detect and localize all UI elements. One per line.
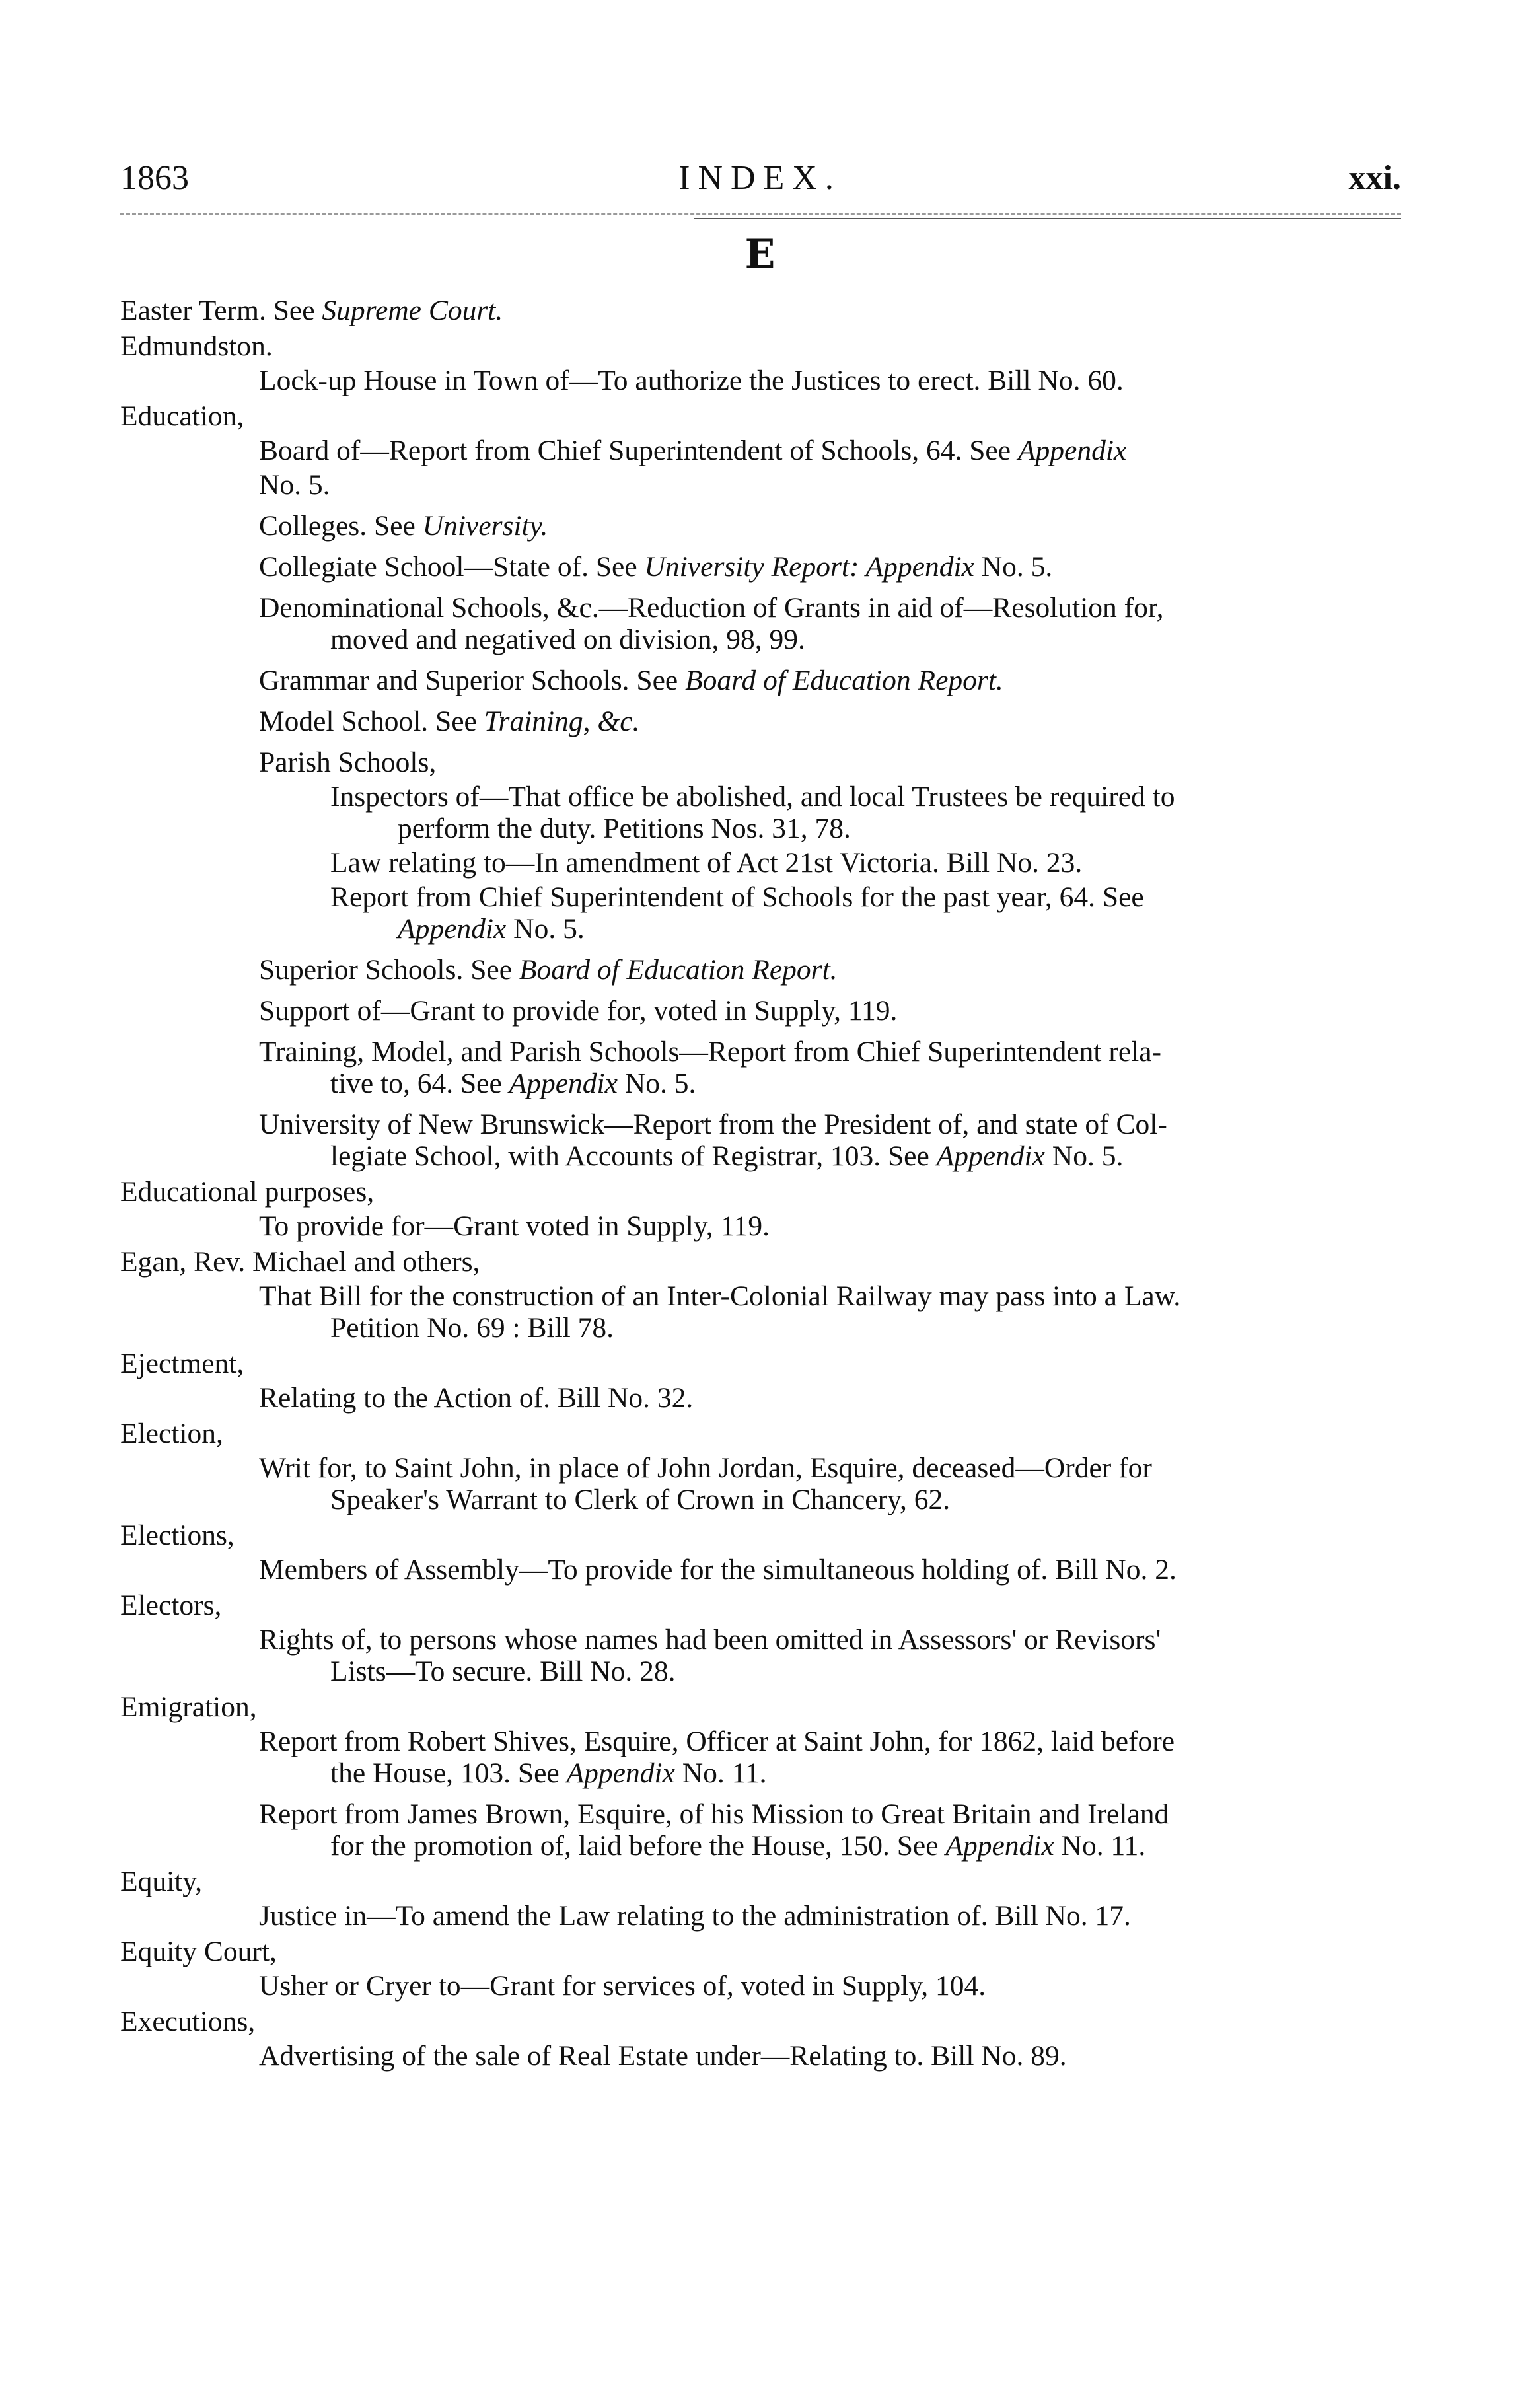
entry-sub: Collegiate School—State of. See University Report: Appendix No. 5. <box>259 551 1053 583</box>
entry-sub-cont: Speaker's Warrant to Clerk of Crown in Chancery, 62. <box>330 1484 951 1515</box>
entry-subsub: Report from Chief Superintendent of Schools for the past year, 64. See <box>330 881 1144 913</box>
entry-heading: Edmundston. <box>120 330 273 362</box>
entry-sub: Grammar and Superior Schools. See Board of Education Report. <box>259 665 1003 696</box>
entry-subsub: Inspectors of—That office be abolished, and local Trustees be required to <box>330 781 1175 813</box>
index-entries <box>120 291 1400 2072</box>
entry-sub: Colleges. See University. <box>259 510 548 542</box>
header-rule <box>120 213 1401 215</box>
entry-sub: Members of Assembly—To provide for the simultaneous holding of. Bill No. 2. <box>259 1554 1176 1586</box>
page-number: xxi. <box>1348 159 1401 197</box>
entry-heading: Educational purposes, <box>120 1176 375 1208</box>
entry-sub-cont: tive to, 64. See Appendix No. 5. <box>330 1068 696 1099</box>
cross-reference: Appendix <box>566 1757 675 1789</box>
entry-subsub-cont: perform the duty. Petitions Nos. 31, 78. <box>398 813 851 844</box>
entry-sub-cont: legiate School, with Accounts of Registrar, 103. See Appendix No. 5. <box>330 1140 1124 1172</box>
cross-reference: Appendix <box>398 913 507 945</box>
cross-reference: Appendix <box>945 1830 1054 1862</box>
entry-sub-cont: Lists—To secure. Bill No. 28. <box>330 1656 676 1687</box>
entry-sub: Superior Schools. See Board of Education Report. <box>259 954 838 986</box>
entry-sub: Advertising of the sale of Real Estate under—Relating to. Bill No. 89. <box>259 2040 1067 2072</box>
entry-sub: Board of—Report from Chief Superintendent of Schools, 64. See Appendix <box>259 435 1127 466</box>
entry-sub-cont: for the promotion of, laid before the House, 150. See Appendix No. 11. <box>330 1830 1146 1862</box>
entry-heading: Easter Term. See Supreme Court. <box>120 295 503 326</box>
entry-sub: Rights of, to persons whose names had been omitted in Assessors' or Revisors' <box>259 1624 1161 1656</box>
entry-sub: Report from Robert Shives, Esquire, Officer at Saint John, for 1862, laid before <box>259 1726 1175 1757</box>
entry-heading: Elections, <box>120 1519 235 1551</box>
page-title: INDEX. <box>678 159 842 197</box>
entry-sub: Lock-up House in Town of—To authorize the Justices to erect. Bill No. 60. <box>259 365 1124 396</box>
entry-heading: Ejectment, <box>120 1348 244 1379</box>
entry-sub: Support of—Grant to provide for, voted in Supply, 119. <box>259 995 898 1027</box>
entry-heading: Equity, <box>120 1866 203 1897</box>
entry-heading: Egan, Rev. Michael and others, <box>120 1246 480 1278</box>
entry-sub-cont: Petition No. 69 : Bill 78. <box>330 1312 614 1344</box>
entry-subsub: Law relating to—In amendment of Act 21st Victoria. Bill No. 23. <box>330 847 1083 879</box>
entry-heading: Election, <box>120 1418 223 1449</box>
cross-reference: University Report: Appendix <box>644 551 974 583</box>
entry-heading: Education, <box>120 400 244 432</box>
entry-sub: Denominational Schools, &c.—Reduction of Grants in aid of—Resolution for, <box>259 592 1164 624</box>
entry-heading: Equity Court, <box>120 1936 277 1967</box>
entry-sub-cont: the House, 103. See Appendix No. 11. <box>330 1757 767 1789</box>
entry-heading: Executions, <box>120 2006 256 2037</box>
header-rule-solid <box>694 218 1401 219</box>
entry-sub-cont: No. 5. <box>259 469 330 501</box>
entry-sub: Usher or Cryer to—Grant for services of, voted in Supply, 104. <box>259 1970 986 2002</box>
entry-sub-cont: moved and negatived on division, 98, 99. <box>330 624 805 655</box>
entry-heading: Electors, <box>120 1589 222 1621</box>
cross-reference: Board of Education Report. <box>519 954 838 986</box>
entry-subsub-cont: Appendix No. 5. <box>398 913 585 945</box>
entry-sub: Relating to the Action of. Bill No. 32. <box>259 1382 694 1414</box>
cross-reference: University. <box>422 510 548 542</box>
cross-reference: Appendix <box>1017 435 1127 466</box>
page-year: 1863 <box>120 159 189 197</box>
entry-sub: To provide for—Grant voted in Supply, 119. <box>259 1210 770 1242</box>
entry-heading: Emigration, <box>120 1691 257 1723</box>
entry-sub: Writ for, to Saint John, in place of John Jordan, Esquire, deceased—Order for <box>259 1452 1152 1484</box>
entry-sub: Training, Model, and Parish Schools—Report from Chief Superintendent rela- <box>259 1036 1162 1068</box>
section-letter: E <box>744 231 776 277</box>
cross-reference: Appendix <box>509 1068 618 1099</box>
cross-reference: Appendix <box>936 1140 1045 1172</box>
entry-sub: Report from James Brown, Esquire, of his Mission to Great Britain and Ireland <box>259 1798 1169 1830</box>
cross-reference: Supreme Court. <box>322 295 503 326</box>
cross-reference: Training, &c. <box>484 706 640 737</box>
entry-sub: University of New Brunswick—Report from the President of, and state of Col- <box>259 1109 1167 1140</box>
entry-sub: Justice in—To amend the Law relating to the administration of. Bill No. 17. <box>259 1900 1131 1932</box>
entry-sub: That Bill for the construction of an Inter-Colonial Railway may pass into a Law. <box>259 1280 1181 1312</box>
cross-reference: Board of Education Report. <box>685 665 1003 696</box>
entry-sub: Parish Schools, <box>259 747 437 778</box>
entry-sub: Model School. See Training, &c. <box>259 706 640 737</box>
